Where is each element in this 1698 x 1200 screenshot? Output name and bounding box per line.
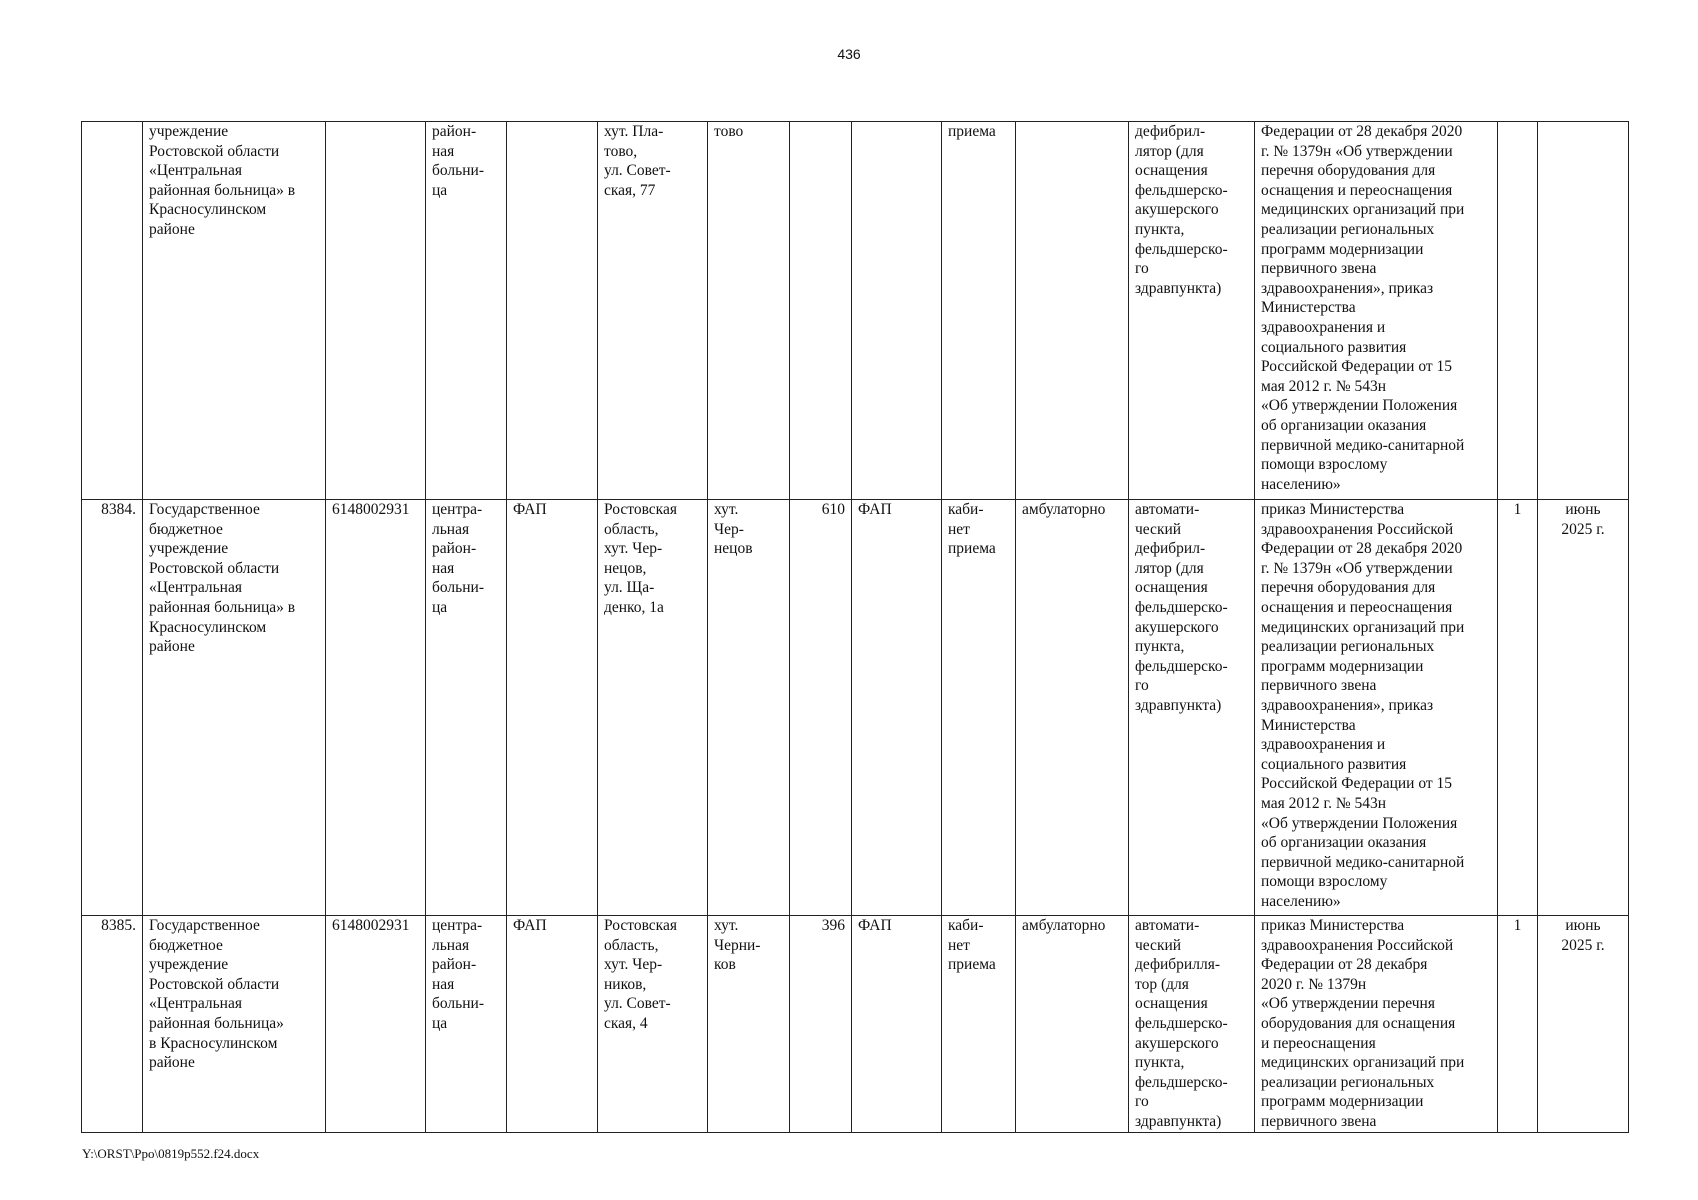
subdivision-cell: ФАП <box>507 916 598 1133</box>
organization-cell: Государственное бюджетное учреждение Ростовской области «Центральная районная больница» в Красносулинском районе <box>143 500 326 916</box>
page-number: 436 <box>837 46 861 62</box>
term-cell <box>1538 122 1629 500</box>
address-cell: Ростовская область, хут. Чер- нецов, ул. Ща- денко, 1а <box>598 500 708 916</box>
quantity-cell <box>1498 122 1538 500</box>
locality-cell: хут. Черни- ков <box>708 916 790 1133</box>
locality-cell: тово <box>708 122 790 500</box>
legal-basis-cell: приказ Министерства здравоохранения Российской Федерации от 28 декабря 2020 г. № 1379н «Об утверждении перечня оборудования для оснащения и переоснащения медицинских организаций при реализации региональных программ модернизации первичного звена здравоохранения», приказ Министерства здравоохранения и социального развития Российской Федерации от 15 мая 2012 г. № 543н «Об утверждении Положения об организации оказания первичной медико-санитарной помощи взрослому населению» <box>1255 500 1498 916</box>
population-cell: 396 <box>790 916 852 1133</box>
inn-cell: 6148002931 <box>326 916 426 1133</box>
footer-file-path: Y:\ORST\Ppo\0819p552.f24.docx <box>82 1146 260 1161</box>
legal-basis-cell: приказ Министерства здравоохранения Российской Федерации от 28 декабря 2020 г. № 1379н «Об утверждении перечня оборудования для оснащения и переоснащения медицинских организаций при реализации региональных программ модернизации первичного звена <box>1255 916 1498 1133</box>
unit-cell: ФАП <box>852 500 942 916</box>
legal-basis-cell: Федерации от 28 декабря 2020 г. № 1379н «Об утверждении перечня оборудования для оснащения и переоснащения медицинских организаций при реализации региональных программ модернизации первичного звена здравоохранения», приказ Министерства здравоохранения и социального развития Российской Федерации от 15 мая 2012 г. № 543н «Об утверждении Положения об организации оказания первичной медико-санитарной помощи взрослому населению» <box>1255 122 1498 500</box>
population-cell: 610 <box>790 500 852 916</box>
row-number-cell: 8385. <box>82 916 143 1133</box>
table-row <box>82 122 1629 500</box>
address-cell: хут. Пла- тово, ул. Совет- ская, 77 <box>598 122 708 500</box>
table-row <box>82 500 1629 916</box>
equipment-cell: автомати- ческий дефибрил- лятор (для оснащения фельдшерско- акушерского пункта, фельдшерско- го здравпункта) <box>1129 500 1255 916</box>
equipment-table <box>81 121 1629 1133</box>
term-cell: июнь 2025 г. <box>1538 916 1629 1133</box>
organization-cell: Государственное бюджетное учреждение Ростовской области «Центральная районная больница» в Красносулинском районе <box>143 916 326 1133</box>
room-cell: каби- нет приема <box>942 500 1016 916</box>
quantity-cell: 1 <box>1498 916 1538 1133</box>
subdivision-cell: ФАП <box>507 500 598 916</box>
equipment-cell: дефибрил- лятор (для оснащения фельдшерско- акушерского пункта, фельдшерско- го здравпункта) <box>1129 122 1255 500</box>
room-cell: каби- нет приема <box>942 916 1016 1133</box>
row-number-cell: 8384. <box>82 500 143 916</box>
address-cell: Ростовская область, хут. Чер- ников, ул. Совет- ская, 4 <box>598 916 708 1133</box>
quantity-cell: 1 <box>1498 500 1538 916</box>
equipment-cell: автомати- ческий дефибрилля- тор (для оснащения фельдшерско- акушерского пункта, фельдшерско- го здравпункта) <box>1129 916 1255 1133</box>
unit-cell <box>852 122 942 500</box>
row-number-cell <box>82 122 143 500</box>
inn-cell: 6148002931 <box>326 500 426 916</box>
organization-cell: учреждение Ростовской области «Центральная районная больница» в Красносулинском районе <box>143 122 326 500</box>
org-type-cell: центра- льная район- ная больни- ца <box>426 500 507 916</box>
term-cell: июнь 2025 г. <box>1538 500 1629 916</box>
care-mode-cell: амбулаторно <box>1016 500 1129 916</box>
care-mode-cell <box>1016 122 1129 500</box>
room-cell: приема <box>942 122 1016 500</box>
org-type-cell: район- ная больни- ца <box>426 122 507 500</box>
org-type-cell: центра- льная район- ная больни- ца <box>426 916 507 1133</box>
subdivision-cell <box>507 122 598 500</box>
locality-cell: хут. Чер- нецов <box>708 500 790 916</box>
table-row <box>82 916 1629 1133</box>
unit-cell: ФАП <box>852 916 942 1133</box>
care-mode-cell: амбулаторно <box>1016 916 1129 1133</box>
inn-cell <box>326 122 426 500</box>
population-cell <box>790 122 852 500</box>
